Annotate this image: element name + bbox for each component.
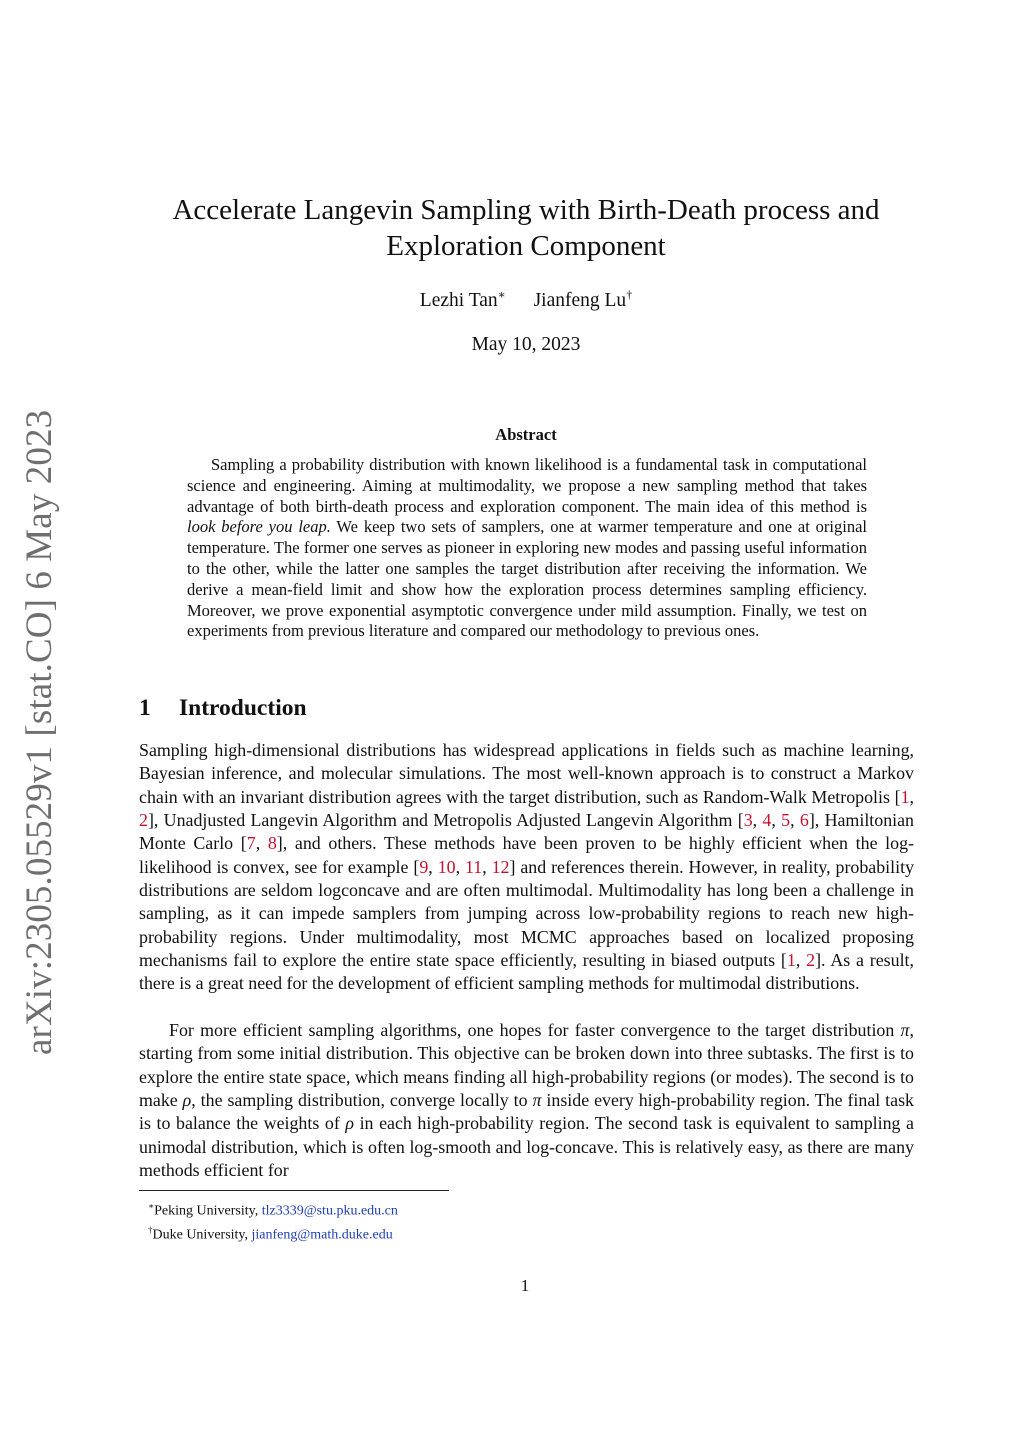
abstract-heading: Abstract [495, 425, 557, 444]
section-heading [139, 694, 539, 722]
math-symbol-pi: π [532, 1090, 542, 1111]
title-line-2: Exploration Component [386, 230, 666, 262]
publication-date: May 10, 2023 [471, 334, 581, 355]
intro-paragraph-2: For more efficient sampling algorithms, one hopes for faster convergence to the target distribution π, starting from some initial distribution. This objective can be broken down into three subtasks. The first is to explore the entire state space, which means finding all high-probability regions (or modes). The second is to make ρ, the sampling distribution, converge locally to π inside every high-probability region. The final task is to balance the weights of ρ in each high-probability region. The second task is equivalent to sampling a unimodal distribution, which is often log-smooth and log-concave. This is relatively easy, as there are many methods efficient for [139, 1020, 914, 1181]
intro-paragraph-1: Sampling high-dimensional distributions has widespread applications in fields such as machine learning, Bayesian inference, and molecular simulations. The most well-known approach is to construct a Markov chain with an invariant distribution agrees with the target distribution, such as Random-Walk Metropolis [1, 2], Unadjusted Langevin Algorithm and Metropolis Adjusted Langevin Algorithm [3, 4, 5, 6], Hamiltonian Monte Carlo [7, 8], and others. These methods have been proven to be highly efficient when the log-likelihood is convex, see for example [9, 10, 11, 12] and references therein. However, in reality, probability distributions are seldom logconcave and are often multimodal. Multimodality has long been a challenge in sampling, as it can impede samplers from jumping across low-probability regions to reach new high-probability regions. Under multimodality, most MCMC approaches based on localized proposing mechanisms fail to explore the entire state space efficiently, resulting in biased outputs [1, 2]. As a result, there is a great need for the development of efficient sampling methods for multimodal distributions. [139, 740, 915, 994]
citation-link[interactable]: 6 [799, 810, 809, 831]
email-link[interactable]: tlz3339@stu.pku.edu.cn [261, 1203, 398, 1219]
citation-link[interactable]: 2 [806, 950, 816, 971]
author-name: Lezhi Tan [419, 290, 498, 311]
abstract-text: Sampling a probability distribution with known likelihood is a fundamental task in computational science and engineering. Aiming at multimodality, we propose a new sampling method that takes advantage of both birth-death process and exploration component. The main idea of this method is look before you leap. We keep two sets of samplers, one at warmer temperature and one at original temperature. The former one serves as pioneer in exploring new modes and passing useful information to the other, while the latter one samples the target distribution after receiving the information. We derive a mean-field limit and show how the exploration process determines sampling efficiency. Moreover, we prove exponential asymptotic convergence under mild assumption. Finally, we test on experiments from previous literature and compared our methodology to previous ones. [187, 455, 867, 641]
math-symbol-rho: ρ [345, 1113, 354, 1134]
footnote-item: †Duke University, jianfeng@math.duke.edu [148, 1224, 393, 1243]
citation-link[interactable]: 1 [900, 786, 910, 807]
paper-title [120, 192, 932, 264]
footnote-item: ∗Peking University, tlz3339@stu.pku.edu.cn [148, 1201, 398, 1219]
title-line-1: Accelerate Langevin Sampling with Birth-Death process and [172, 194, 880, 226]
email-link[interactable]: jianfeng@math.duke.edu [251, 1227, 393, 1243]
citation-link[interactable]: 4 [762, 810, 772, 831]
citation-link[interactable]: 7 [246, 833, 256, 854]
citation-link[interactable]: 9 [419, 856, 429, 877]
citation-link[interactable]: 5 [781, 810, 791, 831]
abstract-emphasis: look before you leap. [187, 517, 331, 537]
citation-link[interactable]: 11 [464, 856, 483, 877]
section-number: 1 [139, 695, 151, 721]
citation-link[interactable]: 8 [267, 833, 277, 854]
author-list [120, 288, 932, 314]
author-name: Jianfeng Lu [533, 290, 627, 311]
author-footnote-mark: † [626, 287, 633, 302]
citation-link[interactable]: 3 [743, 810, 753, 831]
math-symbol-pi: π [900, 1020, 910, 1040]
page-number: 1 [520, 1276, 530, 1295]
arxiv-identifier: arXiv:2305.05529v1 [stat.CO] 6 May 2023 [19, 409, 60, 1055]
math-symbol-rho: ρ [182, 1090, 192, 1111]
footnotes [148, 1197, 748, 1244]
citation-link[interactable]: 1 [786, 950, 796, 971]
citation-link[interactable]: 12 [491, 856, 510, 877]
footnote-divider [139, 1190, 449, 1191]
author-footnote-mark: ∗ [497, 287, 506, 302]
citation-link[interactable]: 2 [139, 810, 148, 831]
citation-link[interactable]: 10 [437, 856, 456, 877]
section-title: Introduction [179, 695, 307, 721]
